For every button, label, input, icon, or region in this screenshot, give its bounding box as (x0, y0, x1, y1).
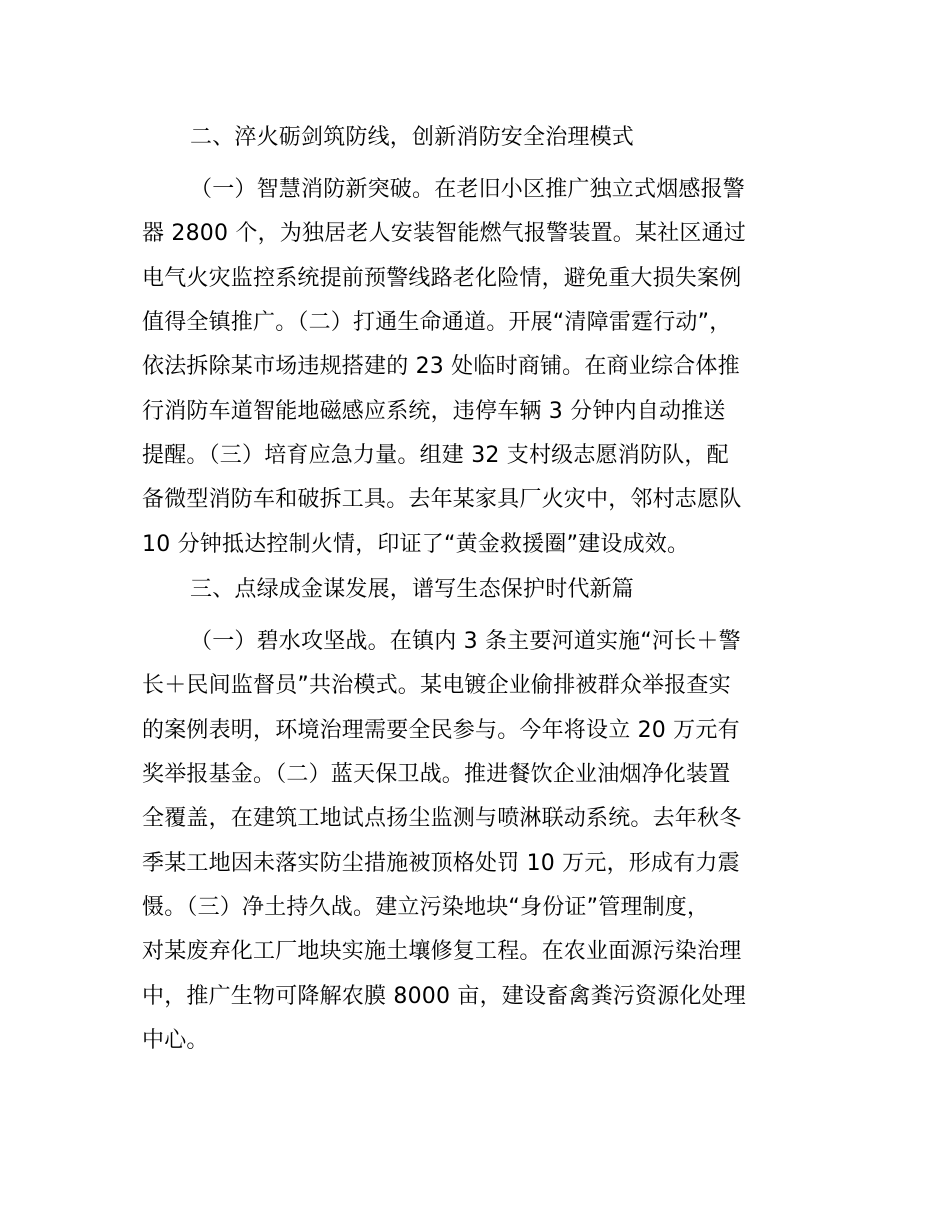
paragraph-line: 行消防车道智能地磁感应系统，违停车辆 3 分钟内自动推送 (142, 399, 726, 424)
paragraph-line: 依法拆除某市场违规搭建的 23 处临时商铺。在商业综合体推 (142, 354, 740, 379)
paragraph-line: 慑。（三）净土持久战。建立污染地块“身份证”管理制度， (142, 895, 710, 920)
paragraph-line: 备微型消防车和破拆工具。去年某家具厂火灾中，邻村志愿队 (142, 487, 742, 512)
paragraph-line: 季某工地因未落实防尘措施被顶格处罚 10 万元，形成有力震 (142, 851, 740, 876)
paragraph-line: （一）碧水攻坚战。在镇内 3 条主要河道实施“河长＋警 (190, 629, 741, 654)
paragraph-line: 中心。 (142, 1028, 209, 1053)
paragraph-line: 对某废弃化工厂地块实施土壤修复工程。在农业面源污染治理 (142, 939, 742, 964)
paragraph-line: 的案例表明，环境治理需要全民参与。今年将设立 20 万元有 (142, 718, 740, 743)
paragraph-line: 奖举报基金。（二）蓝天保卫战。推进餐饮企业油烟净化装置 (142, 762, 731, 787)
paragraph-line: 值得全镇推广。（二）打通生命通道。开展“清障雷霆行动”， (142, 310, 732, 335)
paragraph-line: （一）智慧消防新突破。在老旧小区推广独立式烟感报警 (190, 177, 746, 202)
paragraph-line: 长＋民间监督员”共治模式。某电镀企业偷排被群众举报查实 (142, 673, 731, 698)
paragraph-line: 中，推广生物可降解农膜 8000 亩，建设畜禽粪污资源化处理 (142, 984, 746, 1009)
paragraph-line: 提醒。（三）培育应急力量。组建 32 支村级志愿消防队，配 (142, 443, 729, 468)
paragraph-line: 器 2800 个，为独居老人安装智能燃气报警装置。某社区通过 (142, 221, 746, 246)
paragraph-line: 全覆盖，在建筑工地试点扬尘监测与喷淋联动系统。去年秋冬 (142, 806, 742, 831)
paragraph-line: 电气火灾监控系统提前预警线路老化险情，避免重大损失案例 (142, 266, 742, 291)
section-heading-3: 三、点绿成金谋发展，谱写生态保护时代新篇 (190, 577, 635, 602)
paragraph-line: 10 分钟抵达控制火情，印证了“黄金救援圈”建设成效。 (142, 532, 690, 557)
section-heading-2: 二、淬火砺剑筑防线，创新消防安全治理模式 (190, 125, 635, 150)
